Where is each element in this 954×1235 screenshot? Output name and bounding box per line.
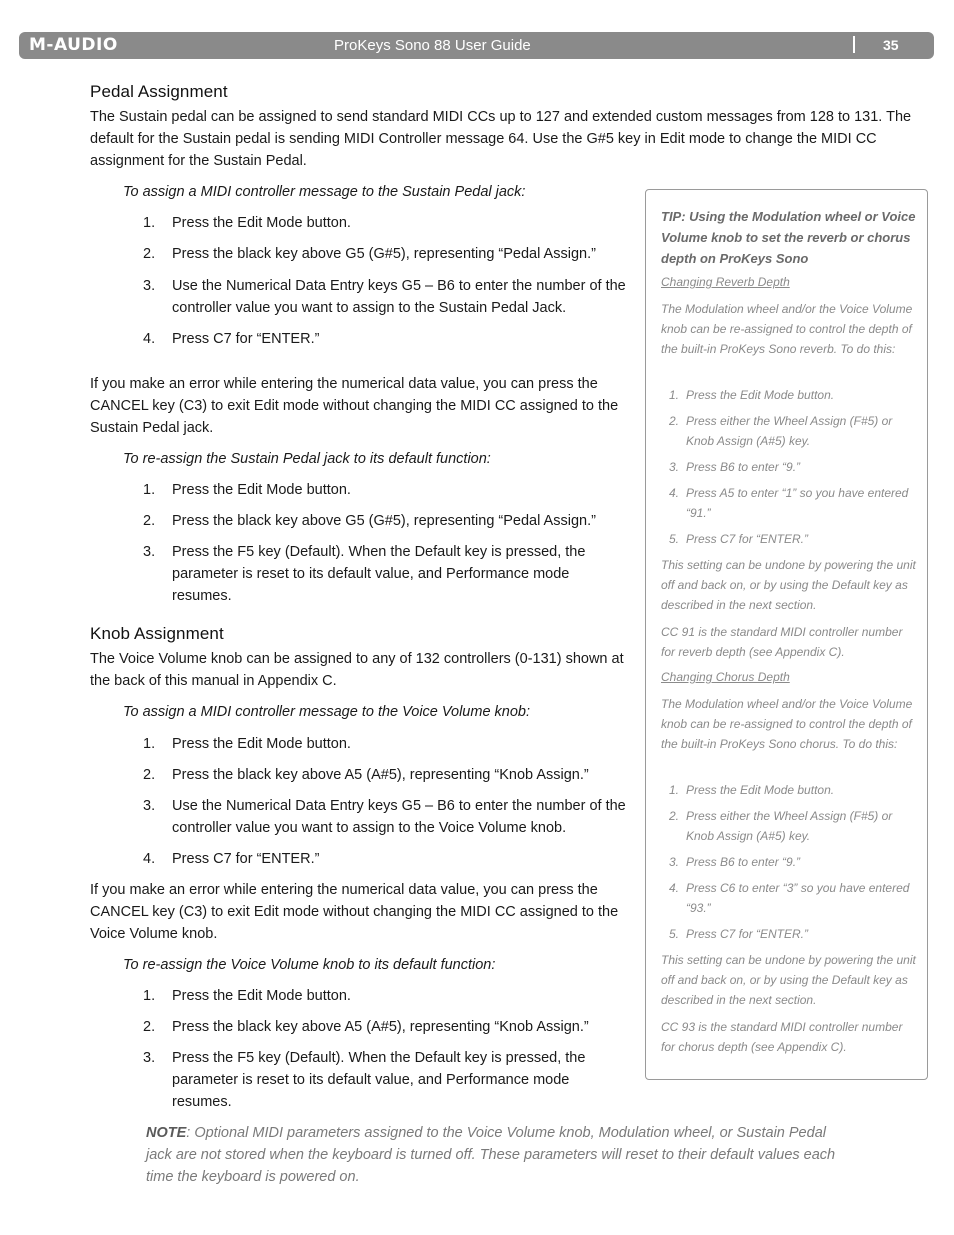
list-item [143, 275, 633, 319]
header-divider [853, 36, 855, 53]
step-text: Press the F5 key (Default). When the Default key is pressed, the parameter is reset to its default value, and Performance mode resumes. [172, 1050, 586, 1110]
list-item [669, 878, 916, 918]
step-text: Press the F5 key (Default). When the Default key is pressed, the parameter is reset to its default value, and Performance mode resumes. [172, 544, 586, 604]
step-number: 3. [143, 544, 156, 560]
list-item [143, 510, 633, 532]
step-number: 3. [143, 1050, 156, 1066]
step-number: 1. [143, 736, 156, 752]
step-number: 2. [143, 1019, 156, 1035]
document-title: ProKeys Sono 88 User Guide [334, 37, 531, 54]
note-text: : Optional MIDI parameters assigned to the Voice Volume knob, Modulation wheel, or Sustain Pedal jack are not stored when the keyboard is turned off. These parameters will reset to their default values each time the keyboard is powered on. [146, 1125, 836, 1185]
list-item [669, 483, 916, 523]
knob-instruction-assign: To assign a MIDI controller message to the Voice Volume knob: [123, 704, 531, 720]
step-number: 2. [669, 414, 680, 428]
step-text: Press B6 to enter “9.” [686, 460, 801, 474]
step-number: 2. [669, 809, 680, 823]
step-number: 4. [669, 881, 680, 895]
step-text: Press C6 to enter “3” so you have entered “93.” [686, 881, 910, 915]
pedal-instruction-default: To re-assign the Sustain Pedal jack to its default function: [123, 451, 491, 467]
step-text: Press the black key above G5 (G#5), representing “Pedal Assign.” [172, 513, 596, 529]
step-number: 1. [143, 988, 156, 1004]
list-item [143, 243, 633, 265]
step-number: 3. [669, 855, 680, 869]
knob-instruction-default: To re-assign the Voice Volume knob to its default function: [123, 957, 496, 973]
step-text: Press the black key above A5 (A#5), representing “Knob Assign.” [172, 1019, 589, 1035]
chorus-undo-note: This setting can be undone by powering the unit off and back on, or by using the Default key as described in the next section. [661, 953, 916, 1007]
list-item [143, 212, 633, 234]
list-item [143, 985, 633, 1007]
list-item [143, 848, 633, 870]
pedal-intro: The Sustain pedal can be assigned to send standard MIDI CCs up to 127 and extended custom messages from 128 to 131. The default for the Sustain pedal is sending MIDI Controller message 64. Use the G#5 key in Edit mode to change the MIDI CC assignment for the Sustain Pedal. [90, 109, 912, 169]
reverb-undo-note: This setting can be undone by powering the unit off and back on, or by using the Default key as described in the next section. [661, 558, 916, 612]
step-text: Press the Edit Mode button. [172, 736, 351, 752]
note-label: NOTE [146, 1125, 187, 1141]
pedal-instruction-assign: To assign a MIDI controller message to the Sustain Pedal jack: [123, 184, 526, 200]
list-item [669, 924, 916, 944]
list-item [143, 1047, 633, 1113]
list-item [669, 411, 916, 451]
step-text: Press B6 to enter “9.” [686, 855, 801, 869]
step-number: 2. [143, 246, 156, 262]
chorus-cc-note: CC 93 is the standard MIDI controller number for chorus depth (see Appendix C). [661, 1020, 903, 1054]
step-number: 1. [669, 783, 680, 797]
note-paragraph [146, 1122, 846, 1188]
page-header [19, 32, 934, 59]
step-text: Press the Edit Mode button. [172, 482, 351, 498]
reverb-subheading: Changing Reverb Depth [661, 275, 790, 289]
step-text: Press either the Wheel Assign (F#5) or Knob Assign (A#5) key. [686, 809, 893, 843]
tip-title: TIP: Using the Modulation wheel or Voice Volume knob to set the reverb or chorus depth on ProKeys Sono [661, 209, 916, 266]
reverb-intro: The Modulation wheel and/or the Voice Volume knob can be re-assigned to control the depth of the built-in ProKeys Sono reverb. To do this: [661, 302, 913, 356]
list-item [669, 780, 916, 800]
list-item [143, 541, 633, 607]
step-number: 5. [669, 532, 680, 546]
step-text: Press A5 to enter “1” so you have entered “91.” [686, 486, 909, 520]
step-text: Press C7 for “ENTER.” [686, 927, 809, 941]
list-item [669, 385, 916, 405]
step-text: Press the Edit Mode button. [686, 388, 835, 402]
step-number: 4. [669, 486, 680, 500]
list-item [143, 328, 633, 350]
step-text: Use the Numerical Data Entry keys G5 – B6 to enter the number of the controller value you want to assign to the Voice Volume knob. [172, 798, 626, 836]
chorus-intro: The Modulation wheel and/or the Voice Volume knob can be re-assigned to control the depth of the built-in ProKeys Sono chorus. To do this: [661, 697, 913, 751]
step-text: Press C7 for “ENTER.” [172, 331, 320, 347]
list-item [143, 733, 633, 755]
list-item [669, 529, 916, 549]
step-text: Press the black key above A5 (A#5), representing “Knob Assign.” [172, 767, 589, 783]
step-text: Press the Edit Mode button. [172, 988, 351, 1004]
knob-heading: Knob Assignment [90, 624, 224, 643]
step-number: 3. [143, 798, 156, 814]
step-number: 2. [143, 513, 156, 529]
list-item [669, 806, 916, 846]
list-item [143, 1016, 633, 1038]
step-number: 5. [669, 927, 680, 941]
pedal-error-paragraph: If you make an error while entering the numerical data value, you can press the CANCEL key (C3) to exit Edit mode without changing the MIDI CC assigned to the Sustain Pedal jack. [90, 376, 619, 436]
tip-box [645, 189, 928, 1080]
step-number: 1. [143, 215, 156, 231]
brand-logo: M-AUDIO [29, 35, 118, 55]
step-number: 3. [143, 278, 156, 294]
list-item [669, 852, 916, 872]
list-item [669, 457, 916, 477]
list-item [143, 795, 633, 839]
step-number: 3. [669, 460, 680, 474]
step-number: 1. [669, 388, 680, 402]
step-text: Press the Edit Mode button. [686, 783, 835, 797]
step-text: Press the Edit Mode button. [172, 215, 351, 231]
step-text: Press C7 for “ENTER.” [686, 532, 809, 546]
step-number: 4. [143, 851, 156, 867]
chorus-subheading: Changing Chorus Depth [661, 670, 790, 684]
step-text: Press the black key above G5 (G#5), representing “Pedal Assign.” [172, 246, 596, 262]
step-text: Press either the Wheel Assign (F#5) or Knob Assign (A#5) key. [686, 414, 893, 448]
step-number: 2. [143, 767, 156, 783]
step-text: Use the Numerical Data Entry keys G5 – B6 to enter the number of the controller value you want to assign to the Sustain Pedal Jack. [172, 278, 626, 316]
page-number: 35 [883, 37, 899, 53]
list-item [143, 764, 633, 786]
pedal-heading: Pedal Assignment [90, 82, 228, 101]
knob-error-paragraph: If you make an error while entering the numerical data value, you can press the CANCEL key (C3) to exit Edit mode without changing the MIDI CC assigned to the Voice Volume knob. [90, 882, 619, 942]
step-number: 1. [143, 482, 156, 498]
step-number: 4. [143, 331, 156, 347]
list-item [143, 479, 633, 501]
step-text: Press C7 for “ENTER.” [172, 851, 320, 867]
reverb-cc-note: CC 91 is the standard MIDI controller number for reverb depth (see Appendix C). [661, 625, 903, 659]
knob-intro: The Voice Volume knob can be assigned to any of 132 controllers (0-131) shown at the back of this manual in Appendix C. [90, 651, 624, 689]
